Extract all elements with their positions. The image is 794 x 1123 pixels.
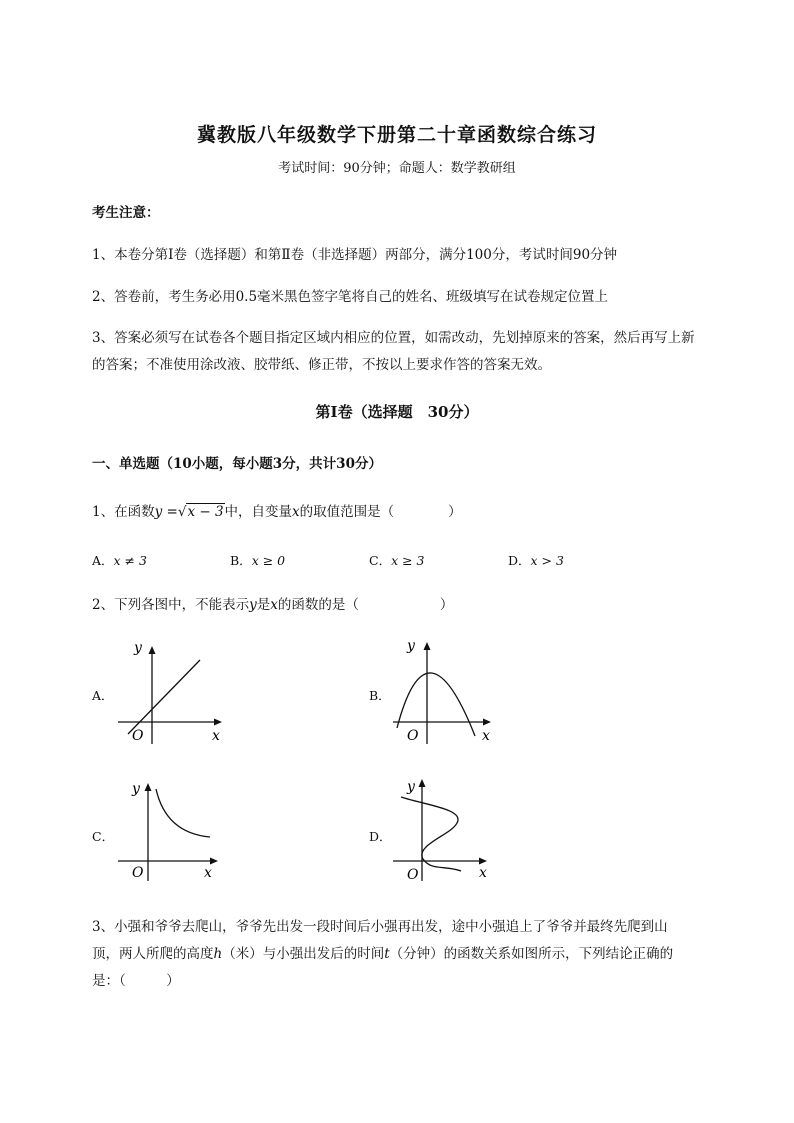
q1-middle: 中，自变量 [224, 504, 293, 520]
notice-item-3-cont: 的答案；不准使用涂改液、胶带纸、修正带，不按以上要求作答的答案无效。 [92, 357, 551, 373]
q2-var-y: y [249, 597, 257, 613]
x-axis-arrow-icon [479, 858, 487, 865]
graph-b [385, 632, 505, 747]
q3-var-h: h [213, 946, 223, 962]
notice-heading: 考生注意： [92, 205, 160, 221]
origin-label: O [132, 865, 144, 881]
notice-item-1: 1、本卷分第I卷（选择题）和第Ⅱ卷（非选择题）两部分，满分100分，考试时间90分钟 [92, 247, 618, 263]
q2-prefix: 2、下列各图中，不能表示 [92, 597, 250, 613]
graph-d [385, 775, 505, 885]
q1-prefix: 1、在函数 [92, 504, 155, 520]
q3-text-c: （分钟）的函数关系如图所示，下列结论正确的 [389, 946, 674, 962]
notice-item-2: 2、答卷前，考生务必用0.5毫米黑色签字笔将自己的姓名、班级填写在试卷规定位置上 [92, 289, 609, 305]
y-axis-label: y [132, 781, 140, 797]
y-axis-arrow-icon [145, 783, 152, 791]
option-value: x ≥ 0 [251, 553, 286, 568]
function-curve [128, 660, 200, 734]
q2-option-b[interactable]: B． [369, 688, 391, 703]
q2-option-a[interactable]: A． [92, 688, 114, 703]
q2-middle: 是 [256, 597, 271, 613]
q3-text-a: 顶，两人所爬的高度 [92, 946, 214, 962]
graph-c [110, 775, 230, 885]
y-axis-label: y [407, 779, 415, 795]
option-label: C． [369, 553, 392, 568]
question-3-line-1: 3、小强和爷爷去爬山，爷爷先出发一段时间后小强再出发，途中小强追上了爷爷并最终先爬到山 [92, 919, 668, 935]
x-axis-arrow-icon [214, 719, 222, 726]
q3-text-b: （米）与小强出发后的时间 [222, 946, 385, 962]
option-label: D． [508, 553, 531, 568]
q1-radicand: x − 3 [187, 504, 224, 520]
option-value: x ≥ 3 [391, 553, 425, 568]
question-3-line-2 [92, 942, 673, 962]
x-axis-label: x [204, 865, 212, 881]
option-value: x ≠ 3 [113, 553, 147, 568]
q2-suffix: 的函数的是（ ） [277, 597, 454, 613]
function-curve [401, 797, 461, 871]
x-axis-arrow-icon [483, 719, 491, 726]
origin-label: O [407, 728, 419, 744]
q1-option-c[interactable] [369, 551, 425, 569]
q2-var-x: x [270, 597, 278, 613]
q2-option-c[interactable]: C． [92, 829, 115, 844]
function-curve [397, 673, 475, 736]
q1-suffix: 的取值范围是（ ） [299, 504, 462, 520]
x-axis-label: x [479, 865, 487, 881]
q1-var: x [292, 504, 300, 520]
graph-a [110, 632, 230, 747]
function-curve [156, 789, 210, 837]
origin-label: O [407, 867, 419, 883]
sqrt-icon: √ [177, 504, 187, 520]
notice-item-3: 3、答案必须写在试卷各个题目指定区域内相应的位置，如需改动，先划掉原来的答案，然后再写上新 [92, 330, 695, 346]
q1-option-b[interactable] [230, 551, 285, 569]
q2-option-d[interactable]: D． [369, 829, 392, 844]
y-axis-arrow-icon [424, 642, 431, 650]
x-axis-label: x [482, 728, 490, 744]
y-axis-arrow-icon [149, 646, 156, 654]
q3-var-t: t [384, 946, 390, 962]
part-heading: 一、单选题（10小题，每小题3分，共计30分） [92, 456, 382, 472]
q1-option-d[interactable] [508, 551, 564, 569]
question-1 [92, 500, 462, 520]
option-label: B． [230, 553, 252, 568]
question-2 [92, 593, 453, 613]
x-axis-arrow-icon [210, 858, 218, 865]
q1-formula-lhs: y = [154, 504, 178, 520]
section-title: 第I卷（选择题 30分） [315, 403, 479, 421]
origin-label: O [132, 728, 144, 744]
option-value: x > 3 [530, 553, 564, 568]
exam-subtitle: 考试时间：90分钟；命题人：数学教研组 [278, 161, 516, 176]
page-title: 冀教版八年级数学下册第二十章函数综合练习 [196, 124, 597, 146]
q1-option-a[interactable] [92, 551, 147, 569]
y-axis-label: y [407, 638, 415, 654]
y-axis-arrow-icon [419, 779, 426, 787]
y-axis-label: y [134, 640, 142, 656]
question-3-line-3: 是：（ ） [92, 973, 180, 989]
x-axis-label: x [212, 728, 220, 744]
option-label: A． [92, 553, 114, 568]
